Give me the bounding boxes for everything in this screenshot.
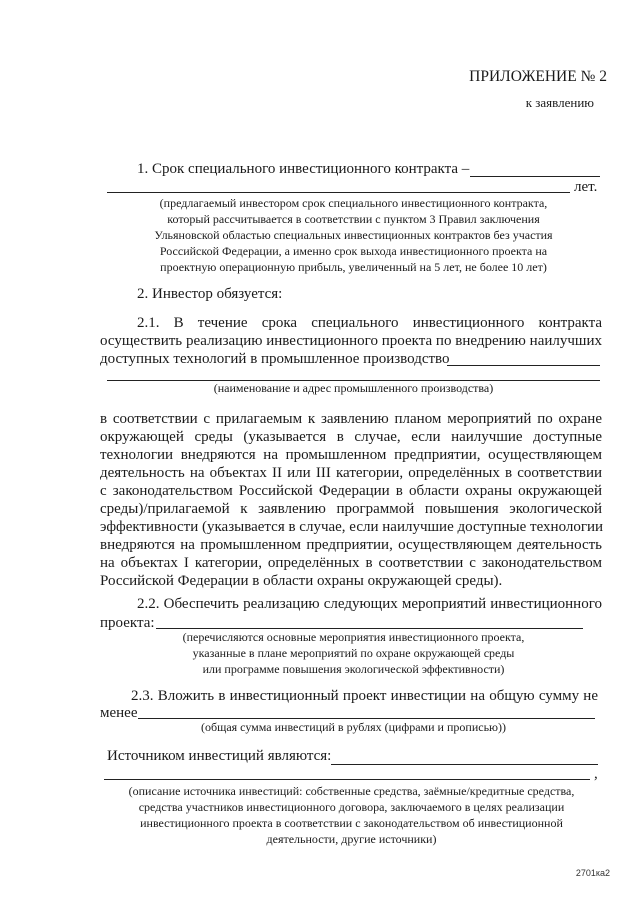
p21-line-2: осуществить реализацию инвестиционного проекта по внедрению наилучших	[100, 333, 602, 349]
body-line-2: окружающей среды (указывается в случае, если наилучшие доступные	[100, 429, 602, 445]
p21-caption: (наименование и адрес промышленного производства)	[213, 381, 494, 395]
p22-line-1: 2.2. Обеспечить реализацию следующих мероприятий инвестиционного	[137, 596, 602, 612]
p21-blank-1	[447, 365, 600, 366]
body-line-1: в соответствии с прилагаемым к заявлению планом мероприятий по охране	[100, 411, 602, 427]
term-caption-4: Российской Федерации, а именно срок выхода инвестиционного проекта на	[159, 244, 548, 258]
p22-caption-3: или программе повышения экологической эффективности)	[202, 662, 505, 676]
sources-label: Источником инвестиций являются:	[107, 748, 332, 764]
p22-caption-2: указанные в плане мероприятий по охране окружающей среды	[192, 646, 515, 660]
document-code: 2701ка2	[575, 868, 610, 878]
investor-obligations-title: 2. Инвестор обязуется:	[137, 286, 283, 302]
sources-caption-3: инвестиционного проекта в соответствии с законодательством об инвестиционной	[140, 816, 563, 830]
p21-line-1: 2.1. В течение срока специального инвестиционного контракта	[137, 315, 602, 331]
sources-caption-4: деятельности, другие источники)	[266, 832, 437, 846]
term-label: 1. Срок специального инвестиционного контракта –	[137, 161, 470, 177]
appendix-title: ПРИЛОЖЕНИЕ № 2	[469, 68, 607, 85]
sources-caption-2: средства участников инвестиционного договора, заключаемого в целях реализации	[138, 800, 565, 814]
term-caption-5: проектную операционную прибыль, увеличенный на 5 лет, не более 10 лет)	[160, 260, 547, 274]
body-line-4: деятельность на объектах II или III категории, определённых в соответствии	[100, 465, 602, 481]
term-caption-2: который рассчитывается в соответствии с пунктом 3 Правил заключения	[167, 212, 540, 226]
appendix-subtitle: к заявлению	[525, 95, 594, 110]
body-line-6: среды)/прилагаемой к заявлению программой повышения экологической	[100, 501, 602, 517]
body-line-5: с законодательством Российской Федерации в области охраны окружающей	[100, 483, 602, 499]
term-blank-2	[107, 192, 570, 193]
p21-line-3: доступных технологий в промышленное производство	[100, 351, 450, 367]
term-blank-1	[470, 176, 600, 177]
sources-caption-1: (описание источника инвестиций: собственные средства, заёмные/кредитные средства,	[128, 784, 575, 798]
p23-caption: (общая сумма инвестиций в рублях (цифрами и прописью))	[200, 720, 506, 734]
sources-blank-2	[104, 779, 590, 780]
p23-line-1: 2.3. Вложить в инвестиционный проект инвестиции на общую сумму не	[131, 688, 598, 704]
body-line-10: Российской Федерации в области охраны окружающей среды).	[100, 573, 503, 589]
term-caption-1: (предлагаемый инвестором срок специального инвестиционного контракта,	[159, 196, 548, 210]
body-line-7: эффективности (указывается в случае, если наилучшие доступные технологии	[100, 519, 604, 535]
sources-comma: ,	[594, 766, 598, 782]
p22-line-2: проекта:	[100, 615, 155, 631]
p22-caption-1: (перечисляются основные мероприятия инвестиционного проекта,	[182, 630, 525, 644]
body-line-9: на объектах I категории, определённых в соответствии с законодательством	[100, 555, 602, 571]
p23-line-2: менее	[100, 705, 138, 721]
sources-blank-1	[331, 764, 598, 765]
body-line-3: технологии внедряются на промышленном предприятии, осуществляющем	[100, 447, 602, 463]
term-caption-3: Ульяновской областью специальных инвестиционных контрактов без участия	[154, 228, 553, 242]
years-suffix: лет.	[574, 179, 598, 195]
body-line-8: внедряются на промышленном предприятии, осуществляющем деятельность	[100, 537, 602, 553]
